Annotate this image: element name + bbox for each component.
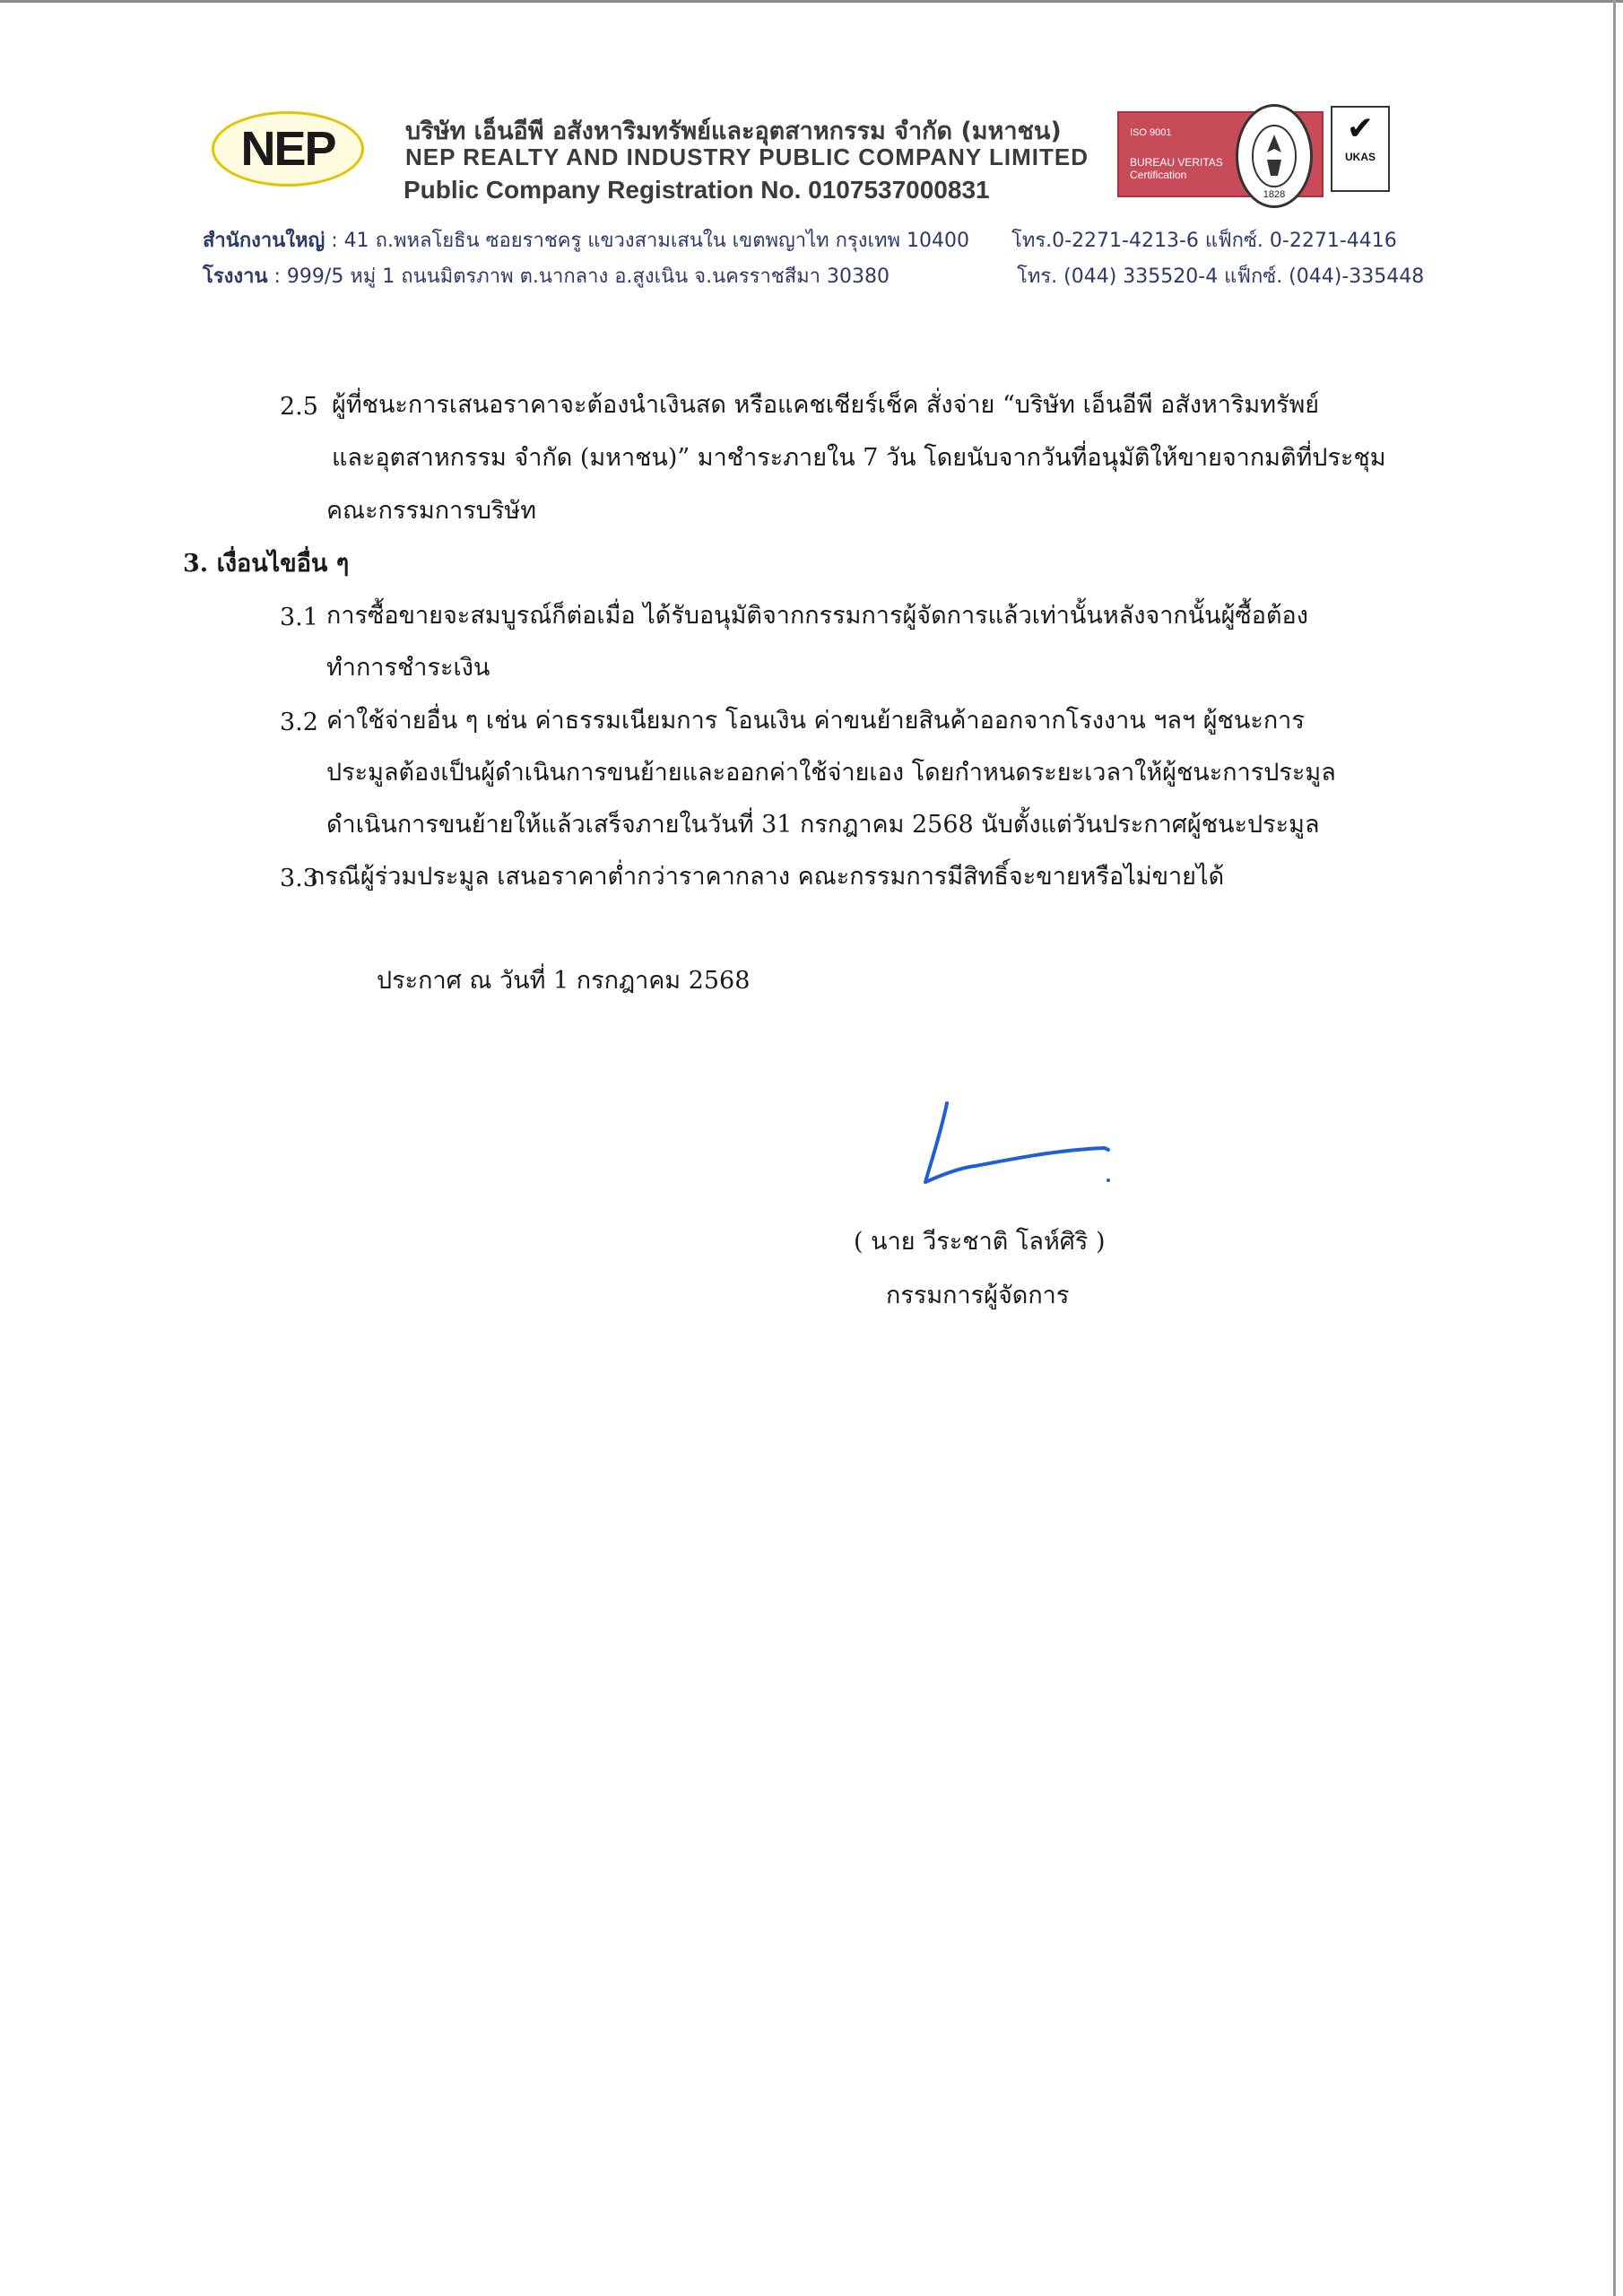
head-office-contact: โทร.0-2271-4213-6 แฟ็กซ์. 0-2271-4416 (1011, 230, 1397, 252)
cert-iso-label: ISO 9001 (1130, 127, 1172, 138)
head-office-label: สำนักงานใหญ่ (203, 230, 325, 252)
cert-bv-text: BUREAU VERITAS (1130, 156, 1223, 169)
factory-label: โรงงาน (203, 265, 268, 288)
bureau-veritas-seal-icon (1236, 104, 1313, 208)
section-3-heading: 3. เงื่อนไขอื่น ๆ (183, 550, 350, 578)
item-3-2-line-3: ดำเนินการขนย้ายให้แล้วเสร็จภายในวันที่ 31 กรกฎาคม 2568 นับตั้งแต่วันประกาศผู้ชนะประมูล (326, 811, 1320, 839)
factory-address (203, 260, 890, 291)
scan-edge-right (1613, 0, 1616, 2296)
announcement-date: ประกาศ ณ วันที่ 1 กรกฎาคม 2568 (377, 967, 751, 995)
seal-figure-icon (1247, 120, 1301, 192)
head-office-address (203, 224, 969, 256)
item-3-3-number: 3.3 (280, 865, 318, 892)
company-name-english: NEP REALTY AND INDUSTRY PUBLIC COMPANY LIMITED (405, 144, 1089, 170)
item-3-3-line-1: กรณีผู้ร่วมประมูล เสนอราคาต่ำกว่าราคากลาง คณะกรรมการมีสิทธิ์จะขายหรือไม่ขายได้ (310, 863, 1225, 891)
item-3-2-line-1: ค่าใช้จ่ายอื่น ๆ เช่น ค่าธรรมเนียมการ โอนเงิน ค่าขนย้ายสินค้าออกจากโรงงาน ฯลฯ ผู้ชนะการ (326, 707, 1305, 735)
company-name-thai: บริษัท เอ็นอีพี อสังหาริมทรัพย์และอุตสาหกรรม จำกัด (มหาชน) (405, 117, 1062, 145)
ukas-label: UKAS (1344, 151, 1376, 163)
handwritten-signature (906, 1094, 1139, 1202)
iso-certification-badge (1117, 111, 1324, 200)
signatory-name: ( นาย วีระชาติ โลห์ศิริ ) (854, 1228, 1106, 1256)
item-3-1-line-1: การซื้อขายจะสมบูรณ์ก็ต่อเมื่อ ได้รับอนุมัติจากกรรมการผู้จัดการแล้วเท่านั้นหลังจากนั้นผู้ซื้อต้อง (326, 602, 1308, 630)
head-office-address-text: : 41 ถ.พหลโยธิน ซอยราชครู แขวงสามเสนใน เขตพญาไท กรุงเทพ 10400 (325, 230, 970, 252)
item-3-2-line-2: ประมูลต้องเป็นผู้ดำเนินการขนย้ายและออกค่าใช้จ่ายเอง โดยกำหนดระยะเวลาให้ผู้ชนะการประมูล (326, 759, 1336, 787)
scan-edge-top (0, 0, 1623, 3)
item-2-5-line-3: คณะกรรมการบริษัท (326, 497, 537, 525)
ukas-tick-icon: ✔ (1346, 110, 1375, 147)
company-registration: Public Company Registration No. 0107537000831 (404, 176, 990, 204)
ukas-badge (1331, 106, 1390, 192)
item-3-1-line-2: ทำการชำระเงิน (326, 654, 490, 682)
signatory-title: กรรมการผู้จัดการ (886, 1282, 1070, 1309)
factory-contact: โทร. (044) 335520-4 แฟ็กซ์. (044)-335448 (1017, 265, 1425, 288)
seal-year: 1828 (1263, 189, 1286, 200)
item-2-5-line-1: ผู้ที่ชนะการเสนอราคาจะต้องนำเงินสด หรือแคชเชียร์เช็ค สั่งจ่าย “บริษัท เอ็นอีพี อสังหาริมทรัพย์ (332, 391, 1320, 419)
cert-cert-text: Certification (1130, 169, 1187, 181)
item-3-1-number: 3.1 (280, 604, 318, 631)
company-logo (212, 111, 364, 187)
cert-bureau-veritas-label (1130, 156, 1223, 181)
factory-address-text: : 999/5 หมู่ 1 ถนนมิตรภาพ ต.นากลาง อ.สูงเนิน จ.นครราชสีมา 30380 (267, 265, 890, 288)
item-3-2-number: 3.2 (280, 709, 318, 736)
item-2-5-line-2: และอุตสาหกรรม จำกัด (มหาชน)” มาชำระภายใน 7 วัน โดยนับจากวันที่อนุมัติให้ขายจากมติที่ประชุม (332, 444, 1386, 472)
item-2-5-number: 2.5 (280, 393, 318, 421)
logo-text: NEP (240, 122, 335, 176)
